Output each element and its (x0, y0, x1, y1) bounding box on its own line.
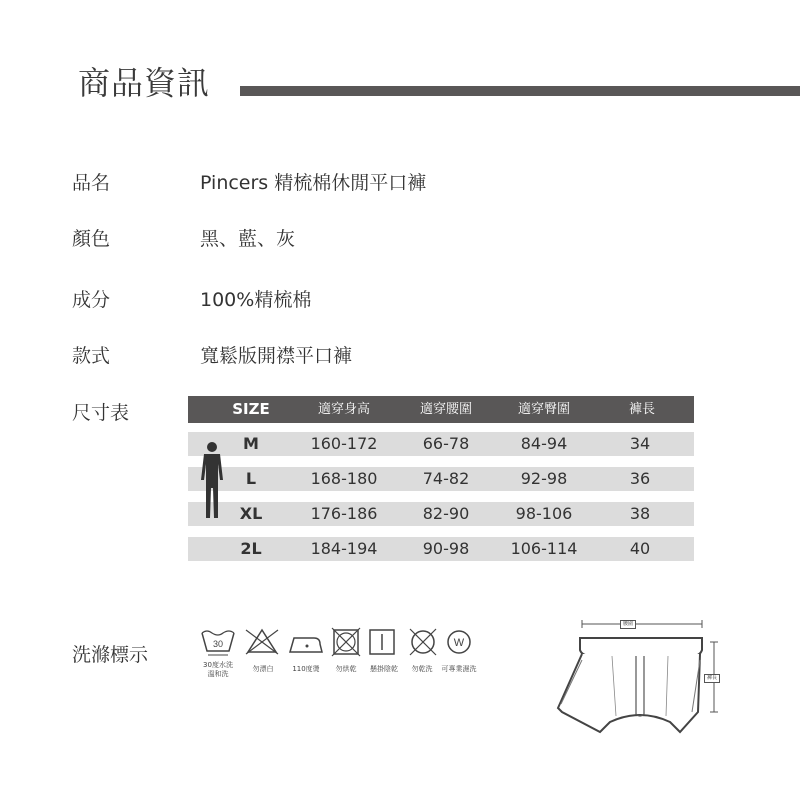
cell-waist: 66-78 (422, 434, 470, 453)
table-row (188, 467, 694, 491)
label-style: 款式 (72, 345, 111, 367)
size-table-header (188, 396, 694, 423)
wet-clean-letter: W (453, 637, 465, 649)
header-size: SIZE (232, 400, 270, 418)
care-label-iron: 110度燙 (292, 665, 320, 673)
cell-length: 38 (629, 504, 651, 523)
cell-hip: 98-106 (515, 504, 573, 523)
cell-waist: 90-98 (422, 539, 470, 558)
hand-wash-30-icon (202, 631, 234, 655)
care-text: 30度水洗 溫和洗 (203, 661, 233, 678)
label-care: 洗滌標示 (72, 644, 149, 666)
label-material: 成分 (72, 289, 111, 311)
cell-size: 2L (240, 539, 262, 558)
cell-hip: 92-98 (520, 469, 568, 488)
value-product-name: Pincers 精梳棉休閒平口褲 (200, 172, 427, 194)
wash-temp: 30 (212, 639, 224, 649)
cell-size: L (245, 469, 257, 488)
table-row (188, 502, 694, 526)
cell-height: 160-172 (310, 434, 378, 453)
label-color: 顏色 (72, 228, 111, 250)
length-tag: 褲長 (704, 674, 720, 683)
header-hip: 適穿臀圍 (517, 402, 571, 417)
no-dry-clean-icon (410, 629, 436, 655)
care-label-no-bleach: 勿漂白 (252, 665, 274, 673)
care-label-no-dry-clean: 勿乾洗 (411, 665, 433, 673)
header-height: 適穿身高 (317, 402, 371, 417)
cell-length: 40 (629, 539, 651, 558)
header-waist: 適穿腰圍 (419, 402, 473, 417)
no-tumble-dry-icon (332, 628, 360, 656)
line-dry-shade-icon (370, 630, 394, 654)
cell-size: XL (239, 504, 263, 523)
header-length: 褲長 (628, 402, 656, 417)
value-style: 寬鬆版開襟平口褲 (200, 345, 353, 367)
table-row (188, 432, 694, 456)
cell-length: 36 (629, 469, 651, 488)
care-label-wet-clean: 可專業濕洗 (441, 665, 477, 673)
value-material: 100%精梳棉 (200, 289, 312, 311)
cell-waist: 82-90 (422, 504, 470, 523)
waist-tag: 腰圍 (620, 620, 636, 629)
professional-wet-clean-icon (448, 631, 470, 653)
label-product-name: 品名 (72, 172, 111, 194)
cell-hip: 106-114 (510, 539, 578, 558)
cell-height: 168-180 (310, 469, 378, 488)
care-label-line-dry: 懸掛陰乾 (370, 665, 398, 673)
value-color: 黑、藍、灰 (200, 228, 296, 250)
table-row (188, 537, 694, 561)
cell-size: M (243, 434, 259, 453)
care-label-no-tumble: 勿烘乾 (335, 665, 357, 673)
section-title: 商品資訊 (78, 64, 211, 102)
boxer-diagram (552, 612, 742, 742)
cell-length: 34 (629, 434, 651, 453)
cell-waist: 74-82 (422, 469, 470, 488)
no-bleach-icon (246, 630, 278, 654)
label-size-chart: 尺寸表 (72, 402, 130, 424)
cell-hip: 84-94 (520, 434, 568, 453)
size-table (188, 396, 694, 558)
care-symbols (196, 624, 496, 704)
care-label-wash (198, 661, 238, 679)
cell-height: 176-186 (310, 504, 378, 523)
cell-height: 184-194 (310, 539, 378, 558)
person-silhouette-icon (196, 440, 230, 520)
title-rule (240, 86, 800, 96)
iron-icon (290, 638, 322, 652)
